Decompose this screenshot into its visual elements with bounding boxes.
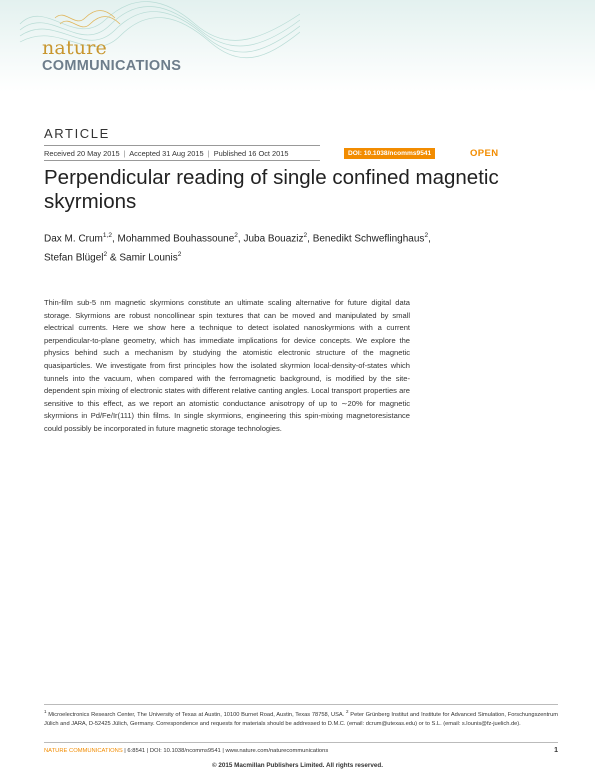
article-type-label: ARTICLE [44,126,110,141]
date-separator: | [123,149,126,158]
footnote-rule [44,704,558,705]
author-separator: , [428,233,431,245]
affiliation-2-text: Peter Grünberg Institut and Institute for Advanced Simulation, Forschungszentrum Jülich and JARA, D-52425 Jülich, Germany. Correspondence and requests for materials should be addressed to D.M.C. (email: dcrum@utexas.edu) or to S.L. (email: s.lounis@fz-juelich.de). [44,711,558,728]
date-separator: | [207,149,210,158]
page-footer [44,748,558,754]
journal-header-band [0,0,595,92]
affiliation-1-marker: 1 [44,709,47,714]
abstract-paragraph: Thin-film sub-5 nm magnetic skyrmions constitute an ultimate scaling alternative for future digital data storage. Skyrmions are robust noncollinear spin textures that can be moved and manipulated by small electrical currents. Here we show here a technique to detect isolated nanoskyrmions with a current perpendicular-to-plane geometry, which has immediate implications for device concepts. We explore the physics behind such a mechanism by studying the atomistic electronic structure of the magnetic quasiparticles. We investigate from first principles how the isolated skyrmion local-density-of-states which tunnels into the vacuum, when compared with the ferromagnetic background, is modified by the site-dependent spin mixing of electronic states with different relative canting angles. Local transport properties are sensitive to this effect, as we report an atomistic conductance anisotropy of up to ∼20% for magnetic skyrmions in Pd/Fe/Ir(111) thin films. In single skyrmions, engineering this spin-mixing magnetoresistance could possibly be incorporated in future magnetic storage technologies. [44,298,410,433]
bottom-rule [44,742,558,743]
footer-journal-name: NATURE COMMUNICATIONS [44,748,123,754]
affiliation-1-text: Microelectronics Research Center, The University of Texas at Austin, 10100 Burnet Road, Austin, Texas 78758, USA. [48,711,345,718]
article-dates [44,149,288,158]
author-name: Stefan Blügel [44,252,104,264]
author-separator: , [111,233,118,245]
journal-logo [42,38,181,74]
author-affiliation-marker: 1,2 [102,232,112,239]
affiliations-footnote [44,707,558,730]
author-name: Juba Bouaziz [243,233,304,245]
logo-nature-text: nature [42,37,107,59]
footer-citation: | 6:8541 | DOI: 10.1038/ncomms9541 | www.nature.com/naturecommunications [122,748,329,754]
author-affiliation-marker: 2 [424,232,429,239]
author-affiliation-marker: 2 [103,251,108,259]
author-list [44,228,564,267]
author-separator: , [307,233,313,245]
copyright-notice: © 2015 Macmillan Publishers Limited. All rights reserved. [212,762,383,769]
top-rule [44,145,320,146]
author-name: Dax M. Crum [44,233,103,245]
author-affiliation-marker: 2 [303,232,308,239]
author-name: Samir Lounis [119,252,178,264]
author-name: Benedikt Schweflinghaus [312,233,425,245]
page-number: 1 [554,747,558,754]
accepted-date: Accepted 31 Aug 2015 [129,149,204,158]
received-date: Received 20 May 2015 [44,149,120,158]
author-separator: , [237,233,244,245]
dates-rule [44,160,320,161]
author-separator: & [107,252,120,264]
author-name: Mohammed Bouhassoune [117,233,235,245]
author-affiliation-marker: 2 [177,251,182,259]
published-date: Published 16 Oct 2015 [213,149,289,158]
affiliation-2-marker: 2 [346,709,349,714]
doi-badge[interactable]: DOI: 10.1038/ncomms9541 [344,148,435,159]
author-affiliation-marker: 2 [234,232,238,239]
open-access-label: OPEN [470,148,499,159]
logo-communications-text: COMMUNICATIONS [42,58,182,74]
article-title: Perpendicular reading of single confined magnetic skyrmions [44,166,499,213]
